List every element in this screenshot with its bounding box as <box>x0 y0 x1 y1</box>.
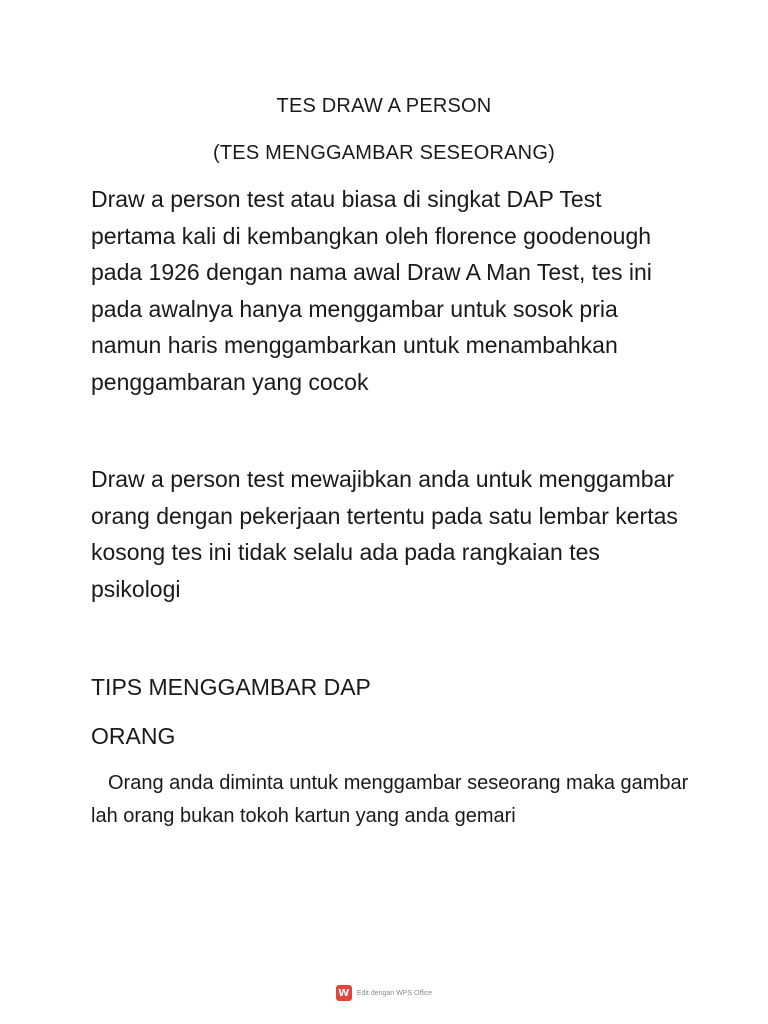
section-heading-orang: ORANG <box>91 723 176 749</box>
tips-heading: TIPS MENGGAMBAR DAP <box>91 674 371 700</box>
document-title: TES DRAW A PERSON <box>276 95 492 117</box>
wps-footer-text: Edit dengan WPS Office <box>356 989 433 997</box>
tips-paragraph-text: Orang anda diminta untuk menggambar seseorang maka gambar lah orang bukan tokoh kartun yang anda gemari <box>91 772 689 827</box>
wps-footer[interactable] <box>0 985 768 1001</box>
intro-paragraph: Draw a person test atau biasa di singkat DAP Test pertama kali di kembangkan oleh florence goodenough pada 1926 dengan nama awal Draw A Man Test, tes ini pada awalnya hanya menggambar untuk sosok pria namun haris menggambarkan untuk menambahkan penggambaran yang cocok <box>91 186 652 395</box>
wps-office-icon: W <box>336 985 352 1001</box>
document-subtitle: (TES MENGGAMBAR SESEORANG) <box>213 142 555 164</box>
tips-paragraph <box>91 767 691 833</box>
requirement-paragraph: Draw a person test mewajibkan anda untuk menggambar orang dengan pekerjaan tertentu pada satu lembar kertas kosong tes ini tidak selalu ada pada rangkaian tes psikologi <box>91 466 678 602</box>
